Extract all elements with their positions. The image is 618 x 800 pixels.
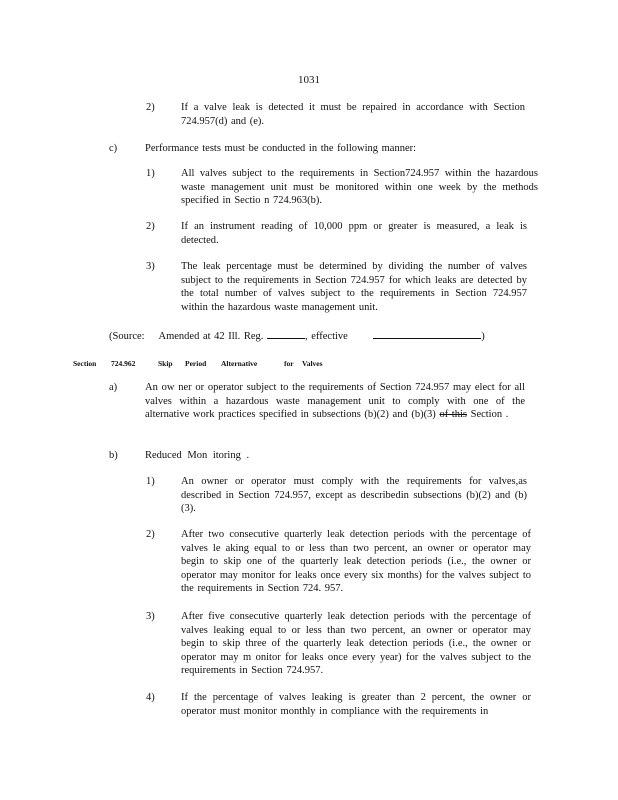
subsection-label: c): [109, 143, 118, 154]
item-text: If the percentage of valves leaking is greater than 2 percent, the owner or operator must monitor monthly in compliance with the requirements in: [181, 692, 531, 717]
item-text: If an instrument reading of 10,000 ppm or greater is measured, a leak is detected.: [181, 221, 527, 246]
source-effective: , effective: [305, 331, 348, 342]
subsection-a-end: Section .: [470, 409, 509, 421]
item-text: All valves subject to the requirements in Section724.957 within the hazardous waste management unit must be monitored within one week by the methods specified in Sectio n 724.963(b).: [181, 168, 538, 207]
section-number: 724.962: [111, 359, 136, 368]
item-label: 3): [146, 611, 155, 622]
subsection-label: b): [109, 450, 118, 461]
source-close: ): [481, 331, 485, 342]
section-word: Section: [73, 359, 97, 368]
item-text: After five consecutive quarterly leak detection periods with the percentage of valves leaking equal to or less than two percent, an owner or operator may begin to skip three of the quarterly leak detection periods (i.e., the owner or operator may m onitor for leaks once every year) for the valves subject to the requirements in Section 724.957.: [181, 611, 531, 677]
section-title-word: Period: [185, 359, 207, 368]
section-title-word: for: [284, 359, 294, 368]
effective-blank: [373, 328, 481, 339]
source-prefix: (Source:: [109, 331, 145, 342]
item-label: 2): [146, 102, 155, 113]
item-text: After two consecutive quarterly leak detection periods with the percentage of valves le aking equal to or less than two percent, an owner or operator may begin to skip one of the quarterly leak detection periods (i.e., the owner or operator may monitor for leaks once every six months) for the valves subject to the requirements in Section 724. 957.: [181, 529, 531, 595]
subsection-text: Performance tests must be conducted in the following manner:: [145, 143, 417, 154]
struck-text: of this: [439, 409, 467, 421]
item-label: 1): [146, 476, 155, 487]
item-label: 1): [146, 168, 155, 179]
subsection-label: a): [109, 382, 118, 393]
section-title-word: Skip: [158, 359, 173, 368]
item-text: An owner or operator must comply with the requirements for valves,as described in Section 724.957, except as describedin subsections (b)(2) and (b)(3).: [181, 476, 527, 515]
page-number: 1031: [298, 74, 320, 86]
section-title-word: Alternative: [221, 359, 258, 368]
section-title-word: Valves: [302, 359, 323, 368]
subsection-a-text: An ow ner or operator subject to the requirements of Section 724.957 may elect for all valves within a hazardous waste management unit to comply with one of the alternative work practices specified in subsections (b)(2) and (b)(3): [145, 382, 525, 421]
source-note: [109, 328, 485, 344]
item-label: 2): [146, 529, 155, 540]
subsection-heading: Reduced Mon itoring .: [145, 450, 250, 461]
source-amended: Amended at 42 Ill. Reg.: [158, 331, 264, 342]
item-text: The leak percentage must be determined by dividing the number of valves subject to the requirements in Section 724.957 for which leaks are detected by the total number of valves subject to the requirements in Section 724.957 within the hazardous waste management unit.: [181, 261, 527, 313]
reg-blank: [267, 328, 305, 339]
item-label: 3): [146, 261, 155, 272]
item-text: If a valve leak is detected it must be repaired in accordance with Section 724.957(d) and (e).: [181, 102, 525, 127]
item-label: 4): [146, 692, 155, 703]
subsection-text: [145, 381, 525, 422]
item-label: 2): [146, 221, 155, 232]
